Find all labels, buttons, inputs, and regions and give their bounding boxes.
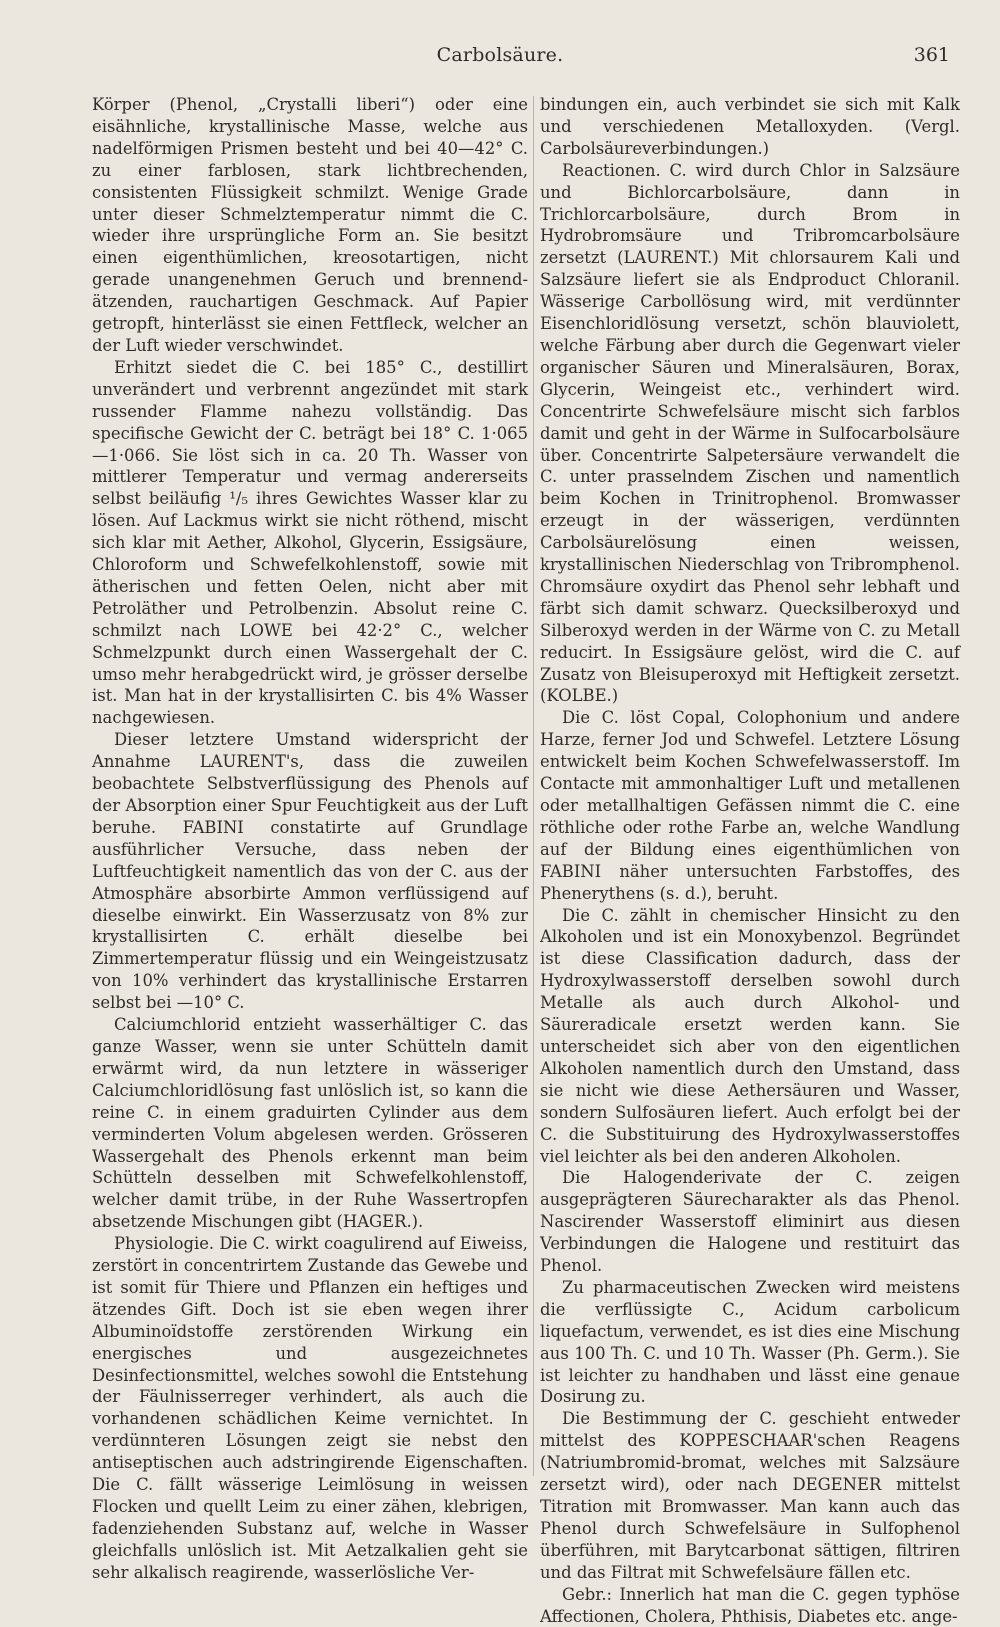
column-rule <box>533 96 534 1476</box>
paragraph-pharmaceutical: Zu pharmaceutischen Zwecken wird meistens die verflüssigte C., Acidum carbolicum liquefactum, verwendet, es ist dies eine Mischung aus 100 Th. C. und 10 Th. Wasser (Ph. Germ.). Sie ist leichter zu handhaben und lässt eine genaue Dosirung zu. <box>540 1277 960 1407</box>
paragraph-halogen-derivatives: Die Halogenderivate der C. zeigen ausgeprägteren Säurecharakter als das Phenol. Nascirender Wasserstoff eliminirt aus diesen Verbindungen die Halogene und restituirt das Phenol. <box>540 1168 960 1276</box>
paragraph-reactionen: Reactionen. C. wird durch Chlor in Salzsäure und Bichlorcarbolsäure, dann in Trichlorcarbolsäure, durch Brom in Hydrobromsäure und Tribromcarbolsäure zersetzt (LAURENT.) Mit chlorsaurem Kali und Salzsäure liefert sie als Endproduct Chloranil. Wässerige Carbollösung wird, mit verdünnter Eisenchloridlösung versetzt, schön blauviolett, welche Färbung aber durch die Gegenwart vieler organischer Säuren und Mineralsäuren, Borax, Glycerin, Weingeist etc., verhindert wird. Concentrirte Schwefelsäure mischt sich farblos damit und geht in der Wärme in Sulfocarbolsäure über. Concentrirte Salpetersäure verwandelt die C. unter prasselndem Zischen und namentlich beim Kochen in Trinitrophenol. Bromwasser erzeugt in der wässerigen, verdünnten Carbolsäurelösung einen weissen, krystallinischen Niederschlag von Tribromphenol. Chromsäure oxydirt das Phenol sehr lebhaft und färbt sich damit schwarz. Quecksilberoxyd und Silberoxyd werden in der Wärme von C. zu Metall reducirt. In Essigsäure gelöst, wird die C. auf Zusatz von Bleisuperoxyd mit Heftigkeit zersetzt. (KOLBE.) <box>540 160 960 706</box>
left-column <box>92 94 528 1582</box>
paragraph-description: Körper (Phenol, „Crystalli liberi“) oder eine eisähnliche, krystallinische Masse, welche aus nadelförmigen Prismen besteht und bei 40—42° C. zu einer farblosen, stark lichtbrechenden, consistenten Flüssigkeit schmilzt. Wenige Grade unter dieser Schmelztemperatur nimmt die C. wieder ihre ursprüngliche Form an. Sie besitzt einen eigenthümlichen, kreosotartigen, nicht gerade unangenehmen Geruch und brennend-ätzenden, rauchartigen Geschmack. Auf Papier getropft, hinterlässt sie einen Fettfleck, welcher an der Luft wieder verschwindet. <box>92 95 528 355</box>
running-head: Carbolsäure. <box>436 44 564 66</box>
paragraph-physiologie: Physiologie. Die C. wirkt coagulirend auf Eiweiss, zerstört in concentrirtem Zustande das Gewebe und ist somit für Thiere und Pflanzen ein heftiges und ätzendes Gift. Doch ist sie eben wegen ihrer Albuminoïdstoffe zerstörenden Wirkung ein energisches und ausgezeichnetes Desinfectionsmittel, welches sowohl die Entstehung der Fäulnisserreger verhindert, als auch die vorhandenen schädlichen Keime vernichtet. In verdünnteren Lösungen zeigt sie nebst den antiseptischen auch adstringirende Eigenschaften. Die C. fällt wässerige Leimlösung in weissen Flocken und quellt Leim zu einer zähen, klebrigen, fadenziehenden Substanz auf, welche in Wasser gleichfalls unlöslich ist. Mit Aetzalkalien geht sie sehr alkalisch reagirende, wasserlösliche Ver- <box>92 1234 528 1582</box>
paragraph-boiling-point: Erhitzt siedet die C. bei 185° C., destillirt unverändert und verbrennt angezündet mit stark russender Flamme nahezu vollständig. Das specifische Gewicht der C. beträgt bei 18° C. 1·065—1·066. Sie löst sich in ca. 20 Th. Wasser von mittlerer Temperatur und vermag andererseits selbst beiläufig ¹/₅ ihres Gewichtes Wasser klar zu lösen. Auf Lackmus wirkt sie nicht röthend, mischt sich klar mit Aether, Alkohol, Glycerin, Essigsäure, Chloroform und Schwefelkohlenstoff, sowie mit ätherischen und fetten Oelen, nicht aber mit Petroläther und Petrolbenzin. Absolut reine C. schmilzt nach LOWE bei 42·2° C., welcher Schmelzpunkt durch einen Wassergehalt der C. umso mehr herabgedrückt wird, je grösser derselbe ist. Man hat in der krystallisirten C. bis 4% Wasser nachgewiesen. <box>92 357 528 728</box>
paragraph-bestimmung: Die Bestimmung der C. geschieht entweder mittelst des KOPPESCHAAR'schen Reagens (Natriumbromid-bromat, welches mit Salzsäure zersetzt wird), oder nach DEGENER mittelst Titration mit Bromwasser. Man kann auch das Phenol durch Schwefelsäure in Sulfophenol überführen, mit Barytcarbonat sättigen, filtriren und das Filtrat mit Schwefelsäure fällen etc. <box>540 1409 960 1582</box>
paragraph-solvent: Die C. löst Copal, Colophonium und andere Harze, ferner Jod und Schwefel. Letztere Lösung entwickelt beim Kochen Schwefelwasserstoff. Im Contacte mit ammonhaltiger Luft und metallenen oder metallhaltigen Gefässen nimmt die C. eine röthliche oder rothe Farbe an, welche Wandlung auf der Bildung eines eigenthümlichen von FABINI näher untersuchten Farbstoffes, des Phenerythens (s. d.), beruht. <box>540 708 960 903</box>
paragraph-continuation: bindungen ein, auch verbindet sie sich mit Kalk und verschiedenen Metalloxyden. (Vergl. Carbolsäureverbindungen.) <box>540 95 960 158</box>
page-number: 361 <box>913 44 950 66</box>
paragraph-calcium-chloride: Calciumchlorid entzieht wasserhältiger C. das ganze Wasser, wenn sie unter Schütteln damit erwärmt wird, da nun letztere in wässeriger Calciumchloridlösung fast unlöslich ist, so kann die reine C. in einem graduirten Cylinder aus dem verminderten Volum abgelesen werden. Grösseren Wassergehalt des Phenols erkennt man beim Schütteln desselben mit Schwefelkohlenstoff, welcher damit trübe, in der Ruhe Wassertropfen absetzende Mischungen gibt (HAGER.). <box>92 1015 528 1232</box>
right-column <box>540 94 960 1626</box>
paragraph-liquefaction: Dieser letztere Umstand widerspricht der Annahme LAURENT's, dass die zuweilen beobachtete Selbstverflüssigung des Phenols auf der Absorption einer Spur Feuchtigkeit aus der Luft beruhe. FABINI constatirte auf Grundlage ausführlicher Versuche, dass neben der Luftfeuchtigkeit namentlich das von der C. aus der Atmosphäre absorbirte Ammon verflüssigend auf dieselbe einwirkt. Ein Wasserzusatz von 8% zur krystallisirten C. erhält dieselbe bei Zimmertemperatur flüssig und ein Weingeistzusatz von 10% verhindert das krystallinische Erstarren selbst bei —10° C. <box>92 730 528 1013</box>
paragraph-classification: Die C. zählt in chemischer Hinsicht zu den Alkoholen und ist ein Monoxybenzol. Begründet ist diese Classification dadurch, dass der Hydroxylwasserstoff derselben sowohl durch Metalle als auch durch Alkohol- und Säureradicale ersetzt werden kann. Sie unterscheidet sich aber von den eigentlichen Alkoholen namentlich durch den Umstand, dass sie nicht wie diese Aethersäuren und Wasser, sondern Sulfosäuren liefert. Auch erfolgt bei der C. die Substituirung des Hydroxylwasserstoffes viel leichter als bei den anderen Alkoholen. <box>540 905 960 1166</box>
paragraph-gebrauch: Gebr.: Innerlich hat man die C. gegen typhöse Affectionen, Cholera, Phthisis, Diabetes etc. ange- <box>540 1584 960 1626</box>
